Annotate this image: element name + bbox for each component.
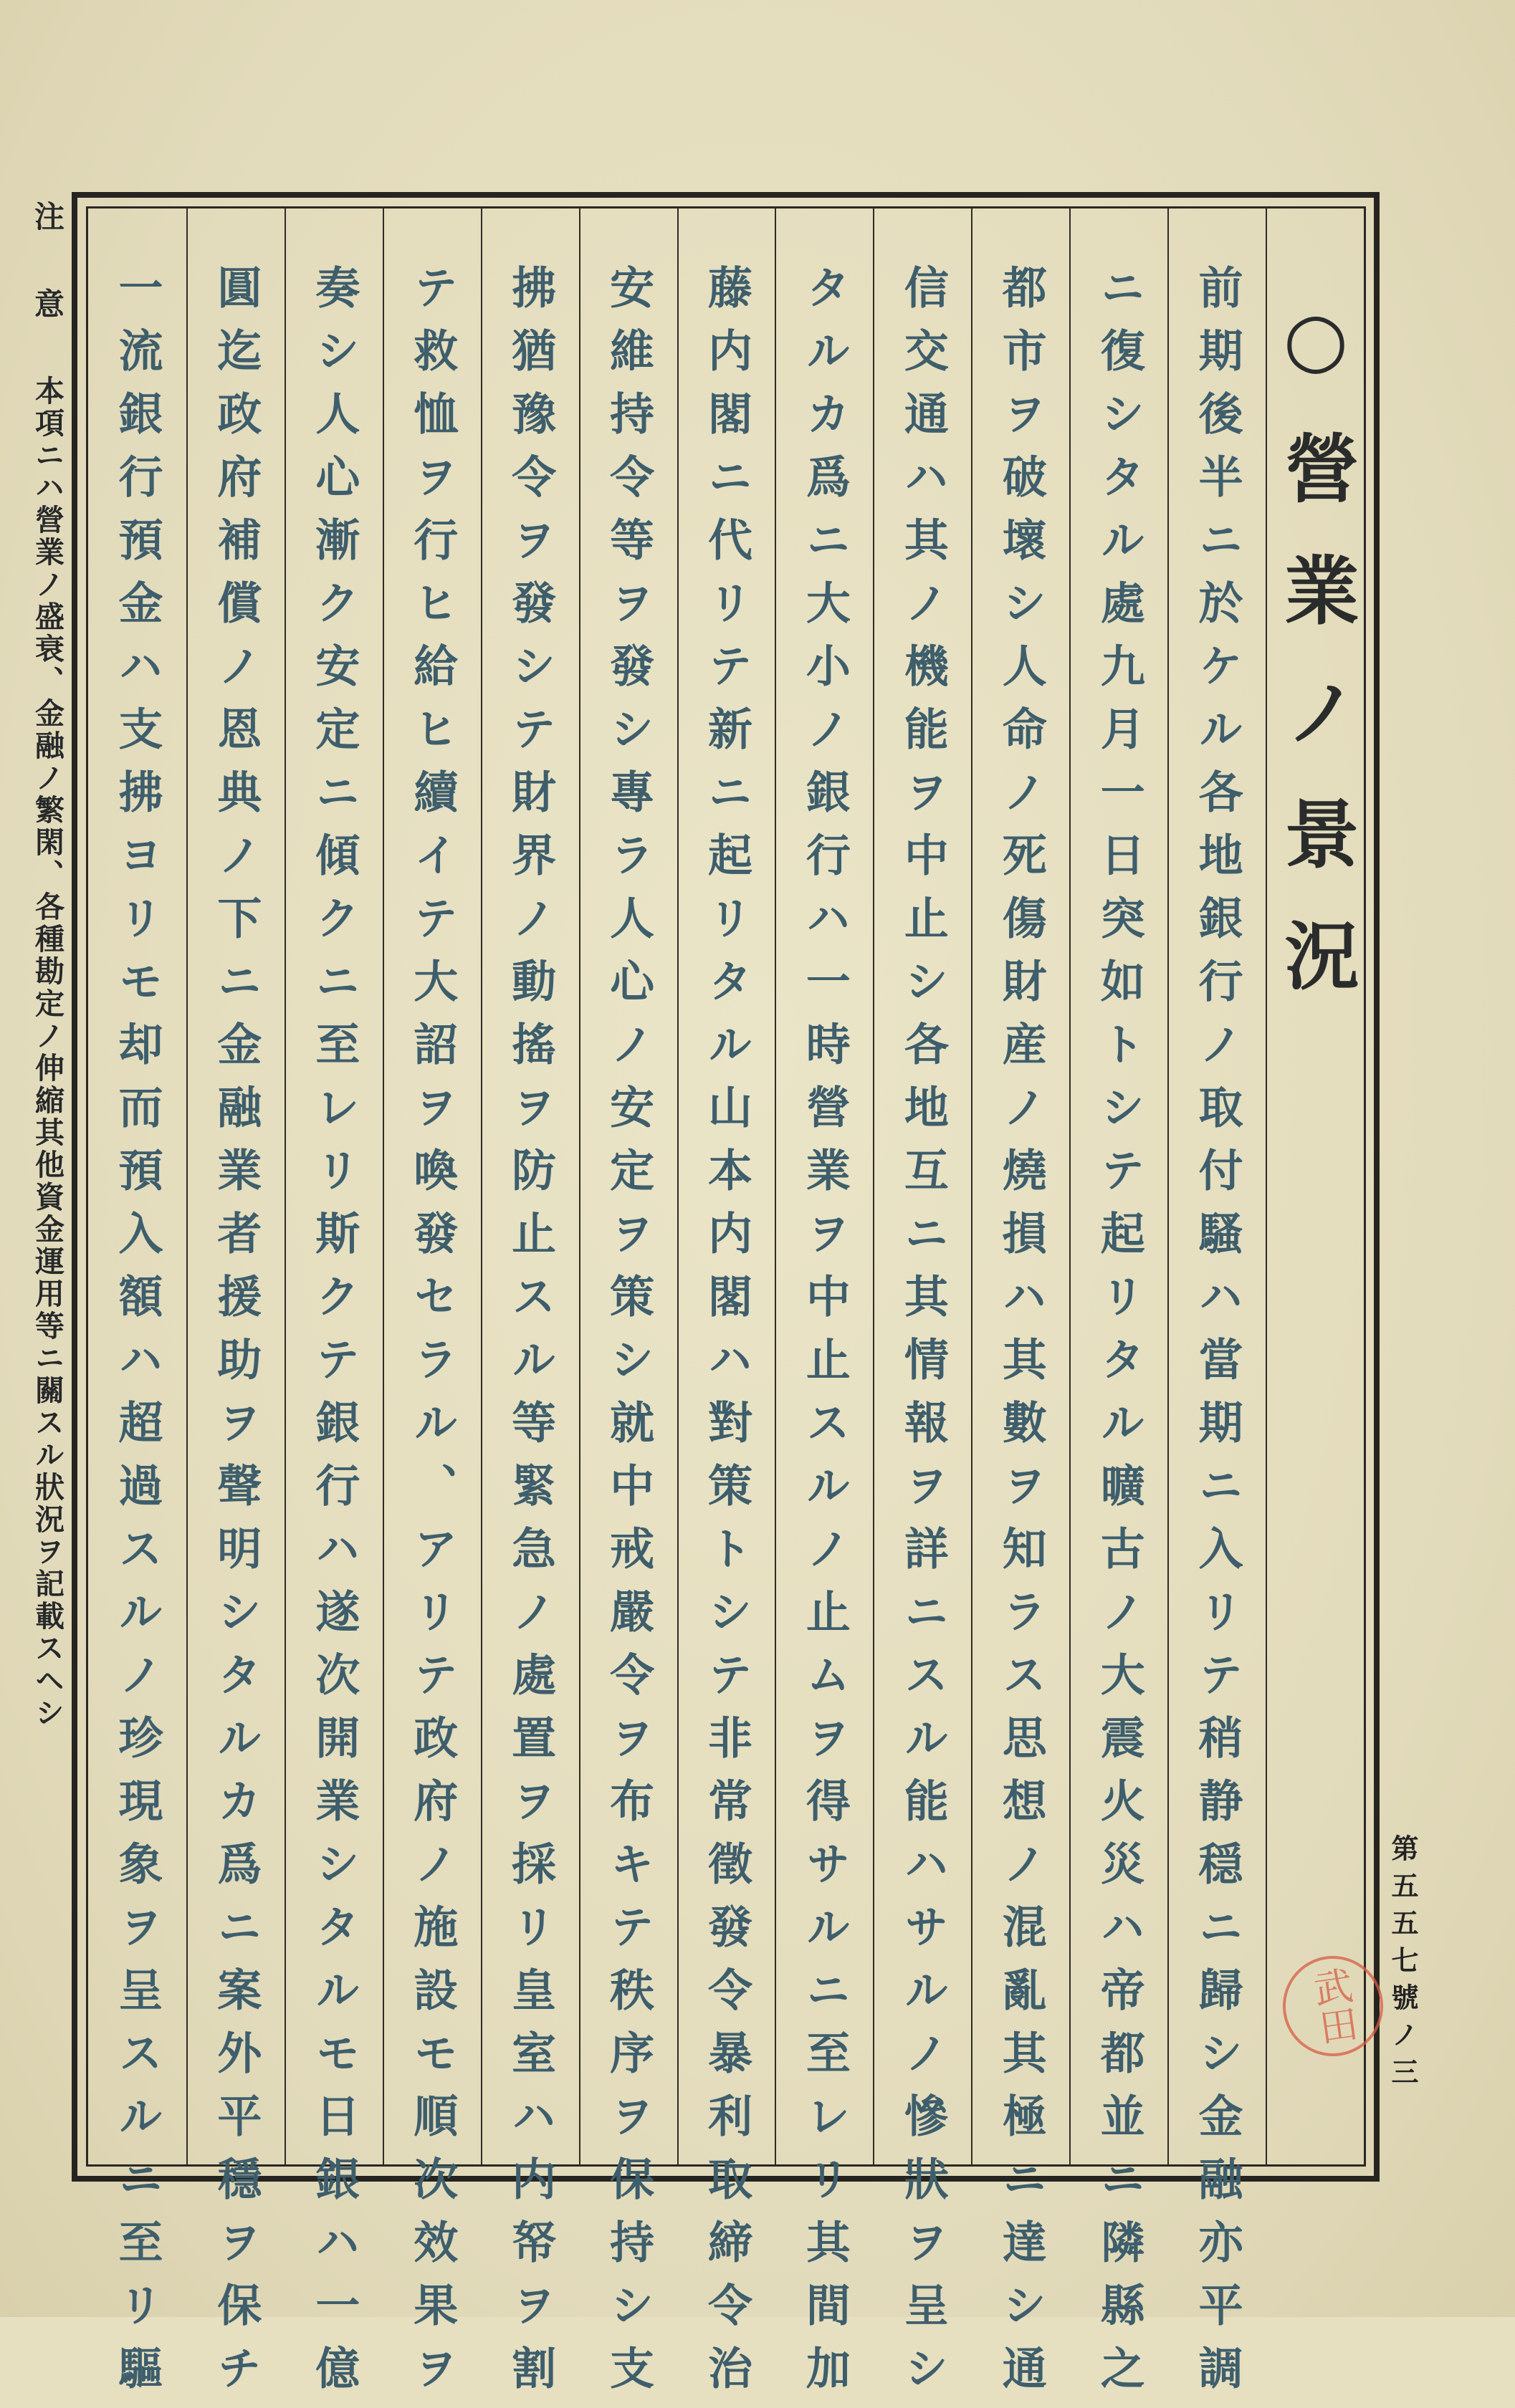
column-text: 圓迄政府補償ノ恩典ノ下ニ金融業者援助ヲ聲明シタルカ爲ニ案外平穩ヲ保チ <box>209 264 262 2408</box>
section-title: ○營業ノ景況 <box>1271 294 1360 1039</box>
footnote <box>26 201 69 1730</box>
column-text: 都市ヲ破壞シ人命ノ死傷財産ノ燒損ハ其數ヲ知ラス思想ノ混亂其極ニ達シ通 <box>995 264 1048 2408</box>
column-text: 奏シ人心漸ク安定ニ傾クニ至レリ斯クテ銀行ハ遂次開業シタルモ日銀ハ一億 <box>307 264 360 2408</box>
text-column <box>481 208 579 2408</box>
page-serial-number: 第五五七號ノ三 <box>1387 1834 1419 2095</box>
text-column <box>579 208 677 2408</box>
column-text: 一流銀行預金ハ支拂ヨリモ却而預入額ハ超過スルノ珍現象ヲ呈スルニ至リ驅 <box>110 264 163 2408</box>
text-column <box>383 208 481 2408</box>
text-column <box>971 208 1069 2408</box>
seal-stamp: 武田 <box>1276 1949 1390 2063</box>
column-text: 前期後半ニ於ケル各地銀行ノ取付騷ハ當期ニ入リテ稍静穏ニ歸シ金融亦平調 <box>1191 264 1244 2408</box>
column-text: タルカ爲ニ大小ノ銀行ハ一時營業ヲ中止スルノ止ムヲ得サルニ至レリ其間加 <box>798 264 851 2408</box>
footnote-label: 注意 <box>30 201 65 375</box>
title-column <box>1266 208 1364 2164</box>
text-column <box>677 208 775 2408</box>
column-text: 拂猶豫令ヲ發シテ財界ノ動搖ヲ防止スル等緊急ノ處置ヲ採リ皇室ハ内帑ヲ割 <box>504 264 557 2408</box>
column-text: 藤内閣ニ代リテ新ニ起リタル山本内閣ハ對策トシテ非常徵發令暴利取締令治 <box>700 264 753 2408</box>
text-frame <box>86 206 1366 2408</box>
text-column <box>1069 208 1167 2408</box>
text-column <box>1167 208 1266 2408</box>
text-column <box>285 208 383 2408</box>
column-text: ニ復シタル處九月一日突如トシテ起リタル曠古ノ大震火災ハ帝都並ニ隣縣之 <box>1093 264 1146 2408</box>
footnote-text: 本項ニハ營業ノ盛衰、金融ノ繁閑、各種勘定ノ伸縮其他資金運用等ニ關スル狀況ヲ記載スヘシ <box>30 375 64 1730</box>
column-text: テ救恤ヲ行ヒ給ヒ續イテ大詔ヲ喚發セラル、アリテ政府ノ施設モ順次效果ヲ <box>406 264 459 2408</box>
text-column <box>186 208 285 2408</box>
column-text: 信交通ハ其ノ機能ヲ中止シ各地互ニ其情報ヲ詳ニスル能ハサルノ慘狀ヲ呈シ <box>897 264 950 2408</box>
text-column <box>88 208 186 2408</box>
text-column <box>873 208 971 2408</box>
column-text: 安維持令等ヲ發シ專ラ人心ノ安定ヲ策シ就中戒嚴令ヲ布キテ秩序ヲ保持シ支 <box>602 264 655 2408</box>
text-column <box>775 208 873 2408</box>
